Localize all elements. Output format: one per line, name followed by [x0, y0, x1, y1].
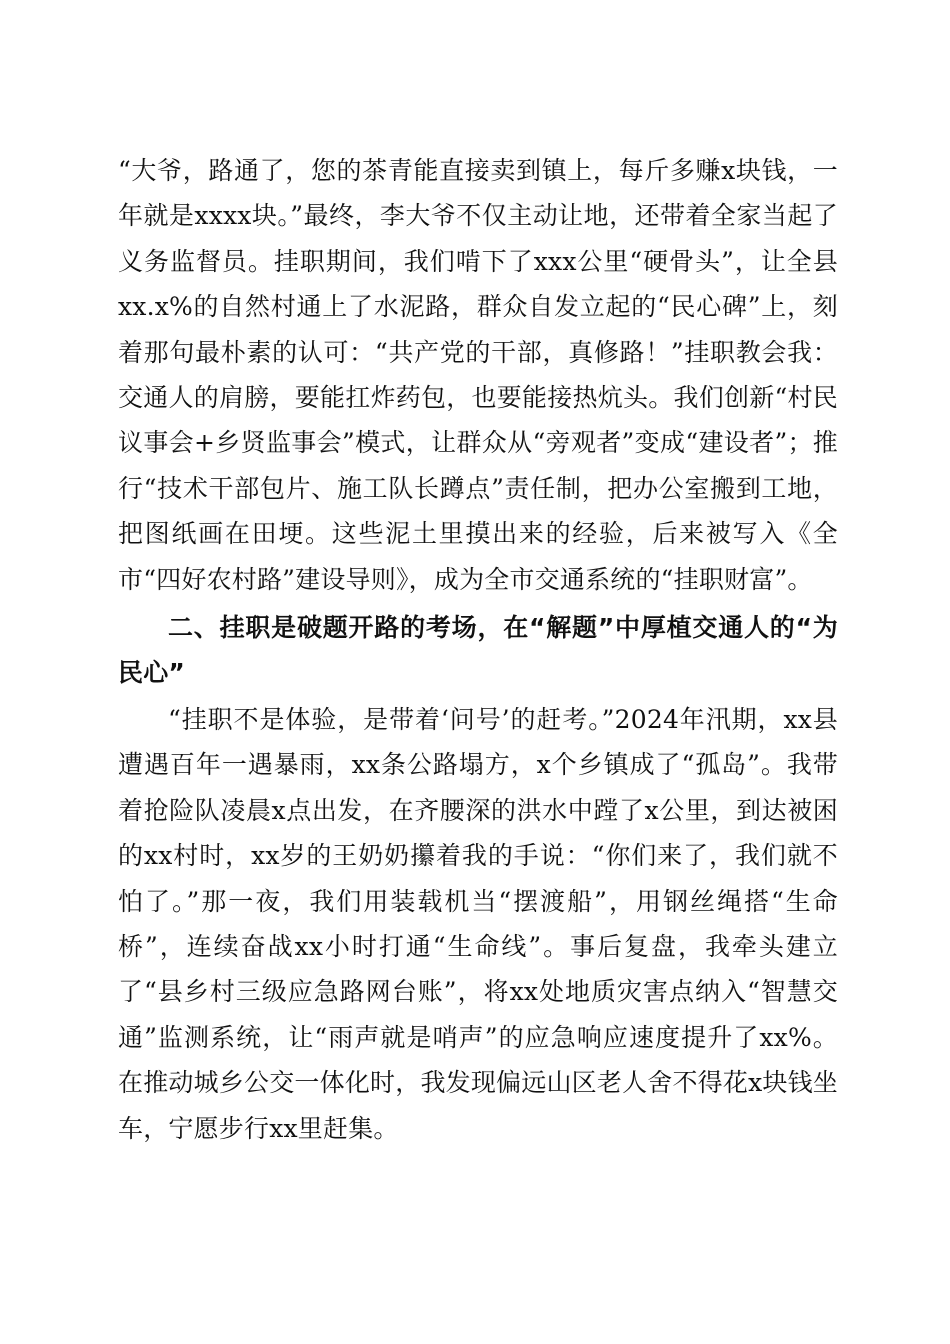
paragraph-road-story: “大爷，路通了，您的茶青能直接卖到镇上，每斤多赚x块钱，一年就是xxxx块。”最终，李大爷不仅主动让地，还带着全家当起了义务监督员。挂职期间，我们啃下了xxx公里“硬骨头”，让全县xx.x%的自然村通上了水泥路，群众自发立起的“民心碑”上，刻着那句最朴素的认可：“共产党的干部，真修路！”挂职教会我：交通人的肩膀，要能扛炸药包，也要能接热炕头。我们创新“村民议事会+乡贤监事会”模式，让群众从“旁观者”变成“建设者”；推行“技术干部包片、施工队长蹲点”责任制，把办公室搬到工地，把图纸画在田埂。这些泥土里摸出来的经验，后来被写入《全市“四好农村路”建设导则》，成为全市交通系统的“挂职财富”。: [118, 156, 838, 594]
document-body: [118, 148, 838, 1151]
section-heading-2: 二、挂职是破题开路的考场，在“解题”中厚植交通人的“为民心”: [118, 613, 838, 688]
paragraph-flood-rescue: “挂职不是体验，是带着‘问号’的赶考。”2024年汛期，xx县遭遇百年一遇暴雨，xx条公路塌方，x个乡镇成了“孤岛”。我带着抢险队凌晨x点出发，在齐腰深的洪水中蹚了x公里，到达被困的xx村时，xx岁的王奶奶攥着我的手说：“你们来了，我们就不怕了。”那一夜，我们用装载机当“摆渡船”，用钢丝绳搭“生命桥”，连续奋战xx小时打通“生命线”。事后复盘，我牵头建立了“县乡村三级应急路网台账”，将xx处地质灾害点纳入“智慧交通”监测系统，让“雨声就是哨声”的应急响应速度提升了xx%。在推动城乡公交一体化时，我发现偏远山区老人舍不得花x块钱坐车，宁愿步行xx里赶集。: [118, 704, 838, 1143]
